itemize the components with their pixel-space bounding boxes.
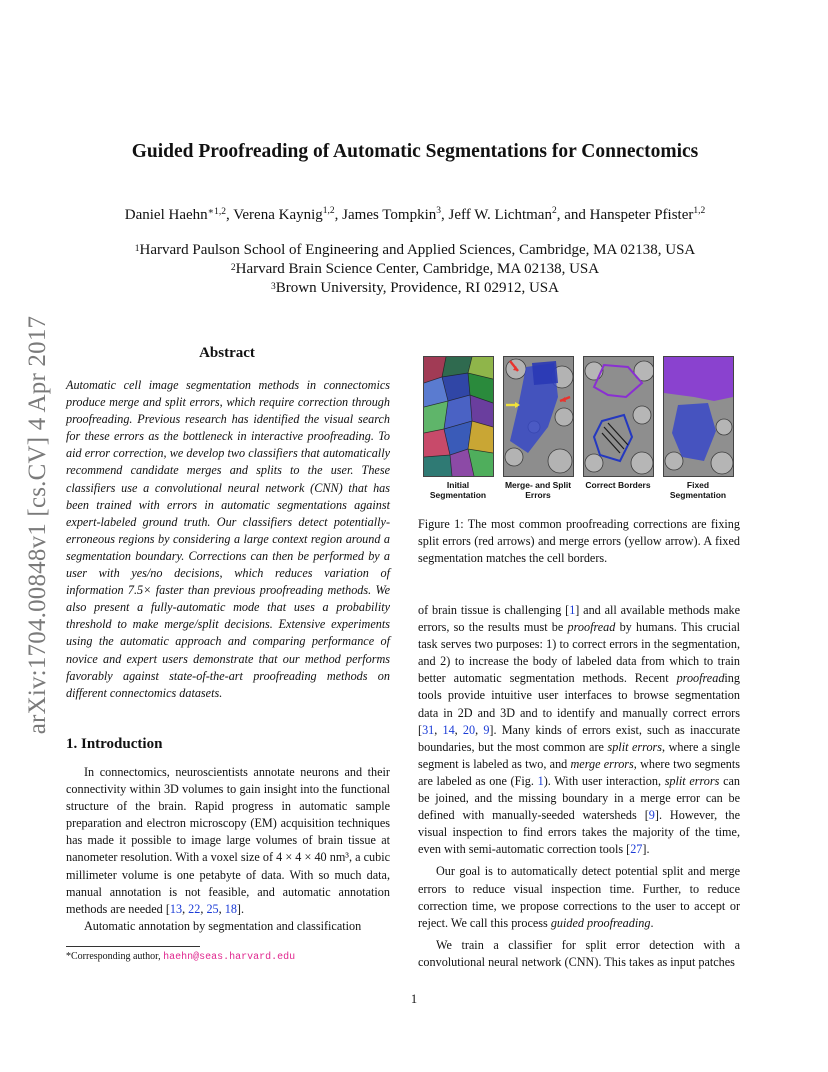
arxiv-identifier (18, 290, 58, 760)
initial-segmentation-image (424, 357, 493, 476)
affiliation-mark: 3 (271, 282, 276, 292)
citation-link[interactable]: 27 (630, 842, 643, 857)
footnote-divider (66, 946, 200, 947)
panel-label-correct-borders: Correct Borders (585, 480, 651, 490)
right-paragraph-2: Our goal is to automatically detect potential split and merge errors to reduce visual inspection time. Further, to reduce correction time, we propose corrections to the user to accept or reject. We call this process guided proofreading. (418, 864, 740, 930)
author-affiliation-mark: ∗1,2 (207, 207, 226, 217)
citation-link[interactable]: 20 (462, 722, 476, 737)
figure-caption: Figure 1: The most common proofreading corrections are fixing split errors (red arrows) and merge errors (yellow arrow). A fixed segmentation matches the cell borders. (418, 517, 740, 566)
figure-reference-link[interactable]: 1 (537, 773, 544, 788)
affiliation-line (60, 260, 770, 279)
citation-link[interactable]: 31 (422, 722, 435, 737)
panel-label-fixed: Fixed Segmentation (669, 480, 727, 500)
emphasized-term: proofread (676, 671, 725, 686)
author-affiliation-mark: 1,2 (693, 206, 706, 216)
citation-link[interactable]: 1 (569, 603, 576, 617)
affiliation-text: Harvard Paulson School of Engineering and Applied Sciences, Cambridge, MA 02138, USA (139, 242, 696, 258)
citation-link[interactable]: 13 (169, 901, 183, 916)
citation-link[interactable]: 14 (442, 722, 455, 737)
abstract-heading: Abstract (199, 345, 255, 361)
intro-paragraph-2: Automatic annotation by segmentation and classification (84, 918, 362, 933)
author-list: Daniel Haehn$^{∗1,2}$, Verena Kaynig$^{1,2}$, James Tompkin$^3$, Jeff W. Lichtman$^2$, and Hanspeter Pfister$^{1,2}$ (124, 206, 706, 223)
introduction-text (66, 764, 390, 935)
citation-link[interactable]: 25 (206, 901, 219, 916)
emphasized-term: proofread (567, 620, 616, 635)
section-heading-introduction: 1. Introduction (66, 736, 163, 752)
right-paragraph-1: of brain tissue is challenging [1] and all available methods make errors, so the results must be proofread by humans. This crucial task serves two purposes: 1) to correct errors in the segmentation, and 2) to increase the body of labeled data from which to train better automatic segmentation methods. Recent proofreading tools provide intuitive user interfaces to browse segmentation data in 2D and 3D and to identify and manually correct errors [31, 14, 20, 9]. Many kinds of errors exist, such as inaccurate boundaries, but the most common are split errors, where a single segment is labeled as two, and merge errors, where two segments are labeled as one (Fig. 1). With user interaction, split errors can be joined, and the missing boundary in a merge error can be defined with manually-seeded watersheds [9]. However, the visual inspection to find errors takes the majority of the time, even with semi-automatic correction tools [27]. (418, 603, 741, 857)
footnote-text: *Corresponding author, (66, 951, 164, 962)
emphasized-term: split errors (664, 773, 720, 788)
author-name: Daniel Haehn (124, 207, 208, 223)
emphasized-term: guided proofreading (550, 915, 651, 930)
figure-panel-merge-split-errors (503, 356, 574, 477)
emphasized-term: split errors (607, 739, 663, 754)
arxiv-identifier-text: arXiv:1704.00848v1 [cs.CV] 4 Apr 2017 (24, 315, 51, 735)
fixed-segmentation-image (664, 357, 733, 476)
paper-title: Guided Proofreading of Automatic Segmentations for Connectomics (131, 141, 699, 162)
author-affiliation-mark: 3 (436, 206, 441, 216)
citation-link[interactable]: 22 (188, 901, 201, 916)
figure-1 (420, 356, 740, 506)
author-name: James Tompkin (342, 207, 437, 223)
intro-paragraph-1: In connectomics, neuroscientists annotate neurons and their connectivity within 3D volumes to gain insight into the functional structure of the brain. Rapid progress in automatic sample preparation and electron microscopy (EM) acquisition techniques has made it possible to image large volumes of brain tissue at nanometer resolution. With a voxel size of 4 × 4 × 40 nm³, a cubic millimeter volume is one petabyte of data. With so much data, manual annotation is not feasible, and automatic annotation methods are needed [13, 22, 25, 18]. (66, 765, 390, 916)
abstract-text: Automatic cell image segmentation methods in connectomics produce merge and split errors, which require correction through proofreading. Previous research has identified the visual search for these errors as the bottleneck in interactive proofreading. To aid error correction, we develop two classifiers that automatically recommend candidate merges and splits to the user. These classifiers use a convolutional neural network (CNN) that has been trained with errors in automatic segmentations against expert-labeled ground truth. Our classifiers detect potentially-erroneous regions by considering a large context region around a segmentation boundary. Corrections can then be performed by a user with yes/no decisions, which reduces variation of information 7.5× faster than previous proofreading methods. We also present a fully-automatic mode that uses a probability threshold to make merge/split decisions. Extensive experiments using the automatic approach and comparing performance of novice and expert users demonstrate that our method performs favorably against state-of-the-art proofreading methods on different connectomics datasets. (66, 378, 390, 700)
affiliation-text: Harvard Brain Science Center, Cambridge, MA 02138, USA (235, 261, 600, 277)
citation-link[interactable]: 9 (483, 722, 490, 737)
merge-split-errors-image (504, 357, 573, 476)
author-affiliation-mark: 2 (551, 206, 557, 216)
panel-label-initial: Initial Segmentation (429, 480, 487, 500)
panel-label-errors: Merge- and Split Errors (504, 480, 572, 500)
affiliations (60, 241, 770, 298)
figure-panel-correct-borders (583, 356, 654, 477)
figure-panel-fixed-segmentation (663, 356, 734, 477)
affiliation-line (60, 279, 770, 298)
author-name: Verena Kaynig (233, 207, 323, 223)
page-number: 1 (410, 992, 418, 1006)
correct-borders-image (584, 357, 653, 476)
affiliation-mark: 2 (230, 263, 236, 273)
right-paragraph-3: We train a classifier for split error detection with a convolutional neural network (CNN). This takes as input patches (418, 937, 740, 969)
author-name: Jeff W. Lichtman (448, 207, 552, 223)
affiliation-line (60, 241, 770, 260)
right-column-text (418, 602, 740, 971)
author-name: Hanspeter Pfister (589, 207, 694, 223)
citation-link[interactable]: 9 (648, 808, 655, 823)
affiliation-mark: 1 (134, 244, 140, 254)
citation-link[interactable]: 18 (224, 901, 237, 916)
footnote (66, 951, 295, 963)
affiliation-text: Brown University, Providence, RI 02912, USA (275, 280, 559, 296)
emphasized-term: merge errors (570, 756, 634, 771)
author-affiliation-mark: 1,2 (322, 206, 335, 216)
figure-panel-initial-segmentation (423, 356, 494, 477)
corresponding-email-link[interactable]: haehn@seas.harvard.edu (163, 952, 296, 963)
